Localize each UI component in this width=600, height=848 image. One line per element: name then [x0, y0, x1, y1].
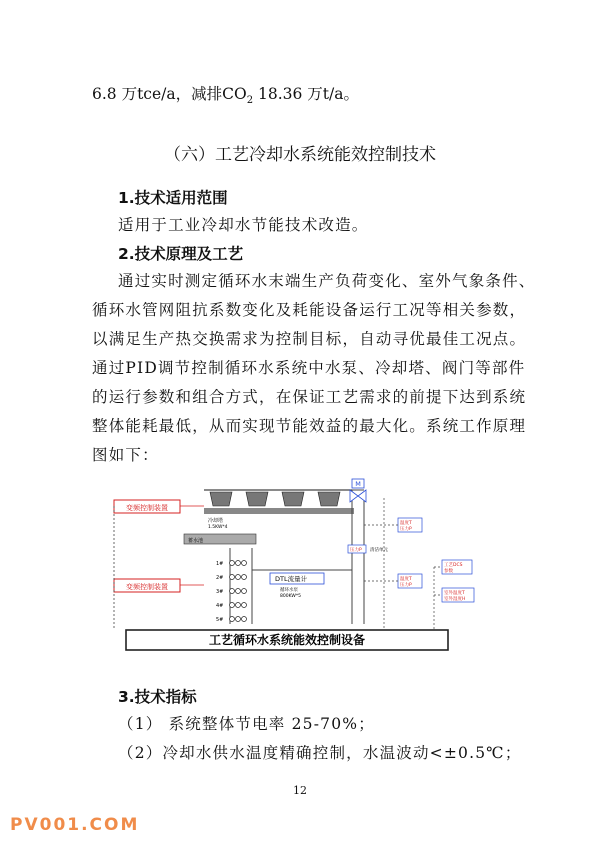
- s2-para-line: 的运行参数和组合方式，在保证工艺需求的前提下达到系统: [92, 388, 527, 406]
- press-label-2: 压力P: [400, 583, 412, 588]
- system-diagram: [112, 478, 482, 658]
- s2-para-line: 通过实时测定循环水末端生产负荷变化、室外气象条件、: [118, 272, 536, 290]
- section-title: （六）工艺冷却水系统能效控制技术: [164, 145, 436, 165]
- dcs-label-2: 参数: [444, 569, 453, 574]
- pool-label: 蓄水池: [188, 538, 204, 544]
- pump-label: 2#: [216, 575, 224, 581]
- outdoor-hum-label: 室外湿度H: [444, 597, 466, 602]
- vfd-label-1: 变频控制装置: [126, 504, 168, 512]
- s3-title: 3.技术指标: [118, 688, 197, 706]
- temp-label-1: 温度T: [400, 521, 412, 526]
- s3-item: （2）冷却水供水温度精确控制，水温波动<±0.5℃；: [118, 744, 522, 762]
- s1-text: 适用于工业冷却水节能技术改造。: [118, 216, 369, 234]
- dcs-label: 工艺DCS: [444, 563, 463, 568]
- valve-label: M: [355, 480, 361, 488]
- dtl-label: DTL流量计: [275, 575, 308, 583]
- watermark: PV001.COM: [10, 815, 140, 835]
- tower-sub: 1.5KW*4: [208, 525, 228, 530]
- outdoor-temp-label: 室外温度T: [444, 591, 465, 596]
- control-device-label: 工艺循环水系统能效控制设备: [208, 633, 366, 647]
- pump-label: 4#: [216, 603, 224, 609]
- emission-prefix: 6.8 万tce/a，减排CO: [92, 85, 247, 103]
- emission-line: [92, 84, 359, 111]
- clean-unit-label: 清洁单元: [370, 548, 388, 553]
- pressure-label: 压力P: [350, 548, 362, 553]
- s2-para-line: 循环水管网阻抗系数变化及耗能设备运行工况等相关参数，: [92, 301, 527, 319]
- emission-sub: 2: [246, 95, 254, 107]
- press-label-1: 压力P: [400, 527, 412, 532]
- s2-para-line: 通过PID调节控制循环水系统中水泵、冷却塔、阀门等部件: [92, 359, 526, 377]
- pump-label: 3#: [216, 589, 224, 595]
- pump-sub-2: 800KW*5: [280, 594, 301, 599]
- page-number: 12: [293, 784, 307, 797]
- s2-para-line: 整体能耗最低，从而实现节能效益的最大化。系统工作原理: [92, 417, 527, 435]
- s2-para-line: 图如下：: [92, 446, 159, 464]
- pump-label: 5#: [216, 617, 224, 623]
- s1-title: 1.技术适用范围: [118, 189, 228, 207]
- pump-label: 1#: [216, 561, 224, 567]
- temp-label-2: 温度T: [400, 577, 412, 582]
- vfd-label-2: 变频控制装置: [126, 583, 168, 591]
- s2-title: 2.技术原理及工艺: [118, 245, 244, 263]
- emission-suffix: 18.36 万t/a。: [253, 85, 359, 103]
- s2-para-line: 以满足生产热交换需求为控制目标，自动寻优最佳工况点。: [92, 330, 527, 348]
- cooling-tower-icon: [210, 492, 340, 506]
- s3-item: （1） 系统整体节电率 25-70%；: [118, 715, 375, 733]
- pump-icon: [230, 561, 247, 622]
- pump-sub-1: 循环水泵: [280, 588, 298, 593]
- tower-label: 冷却塔: [208, 518, 224, 524]
